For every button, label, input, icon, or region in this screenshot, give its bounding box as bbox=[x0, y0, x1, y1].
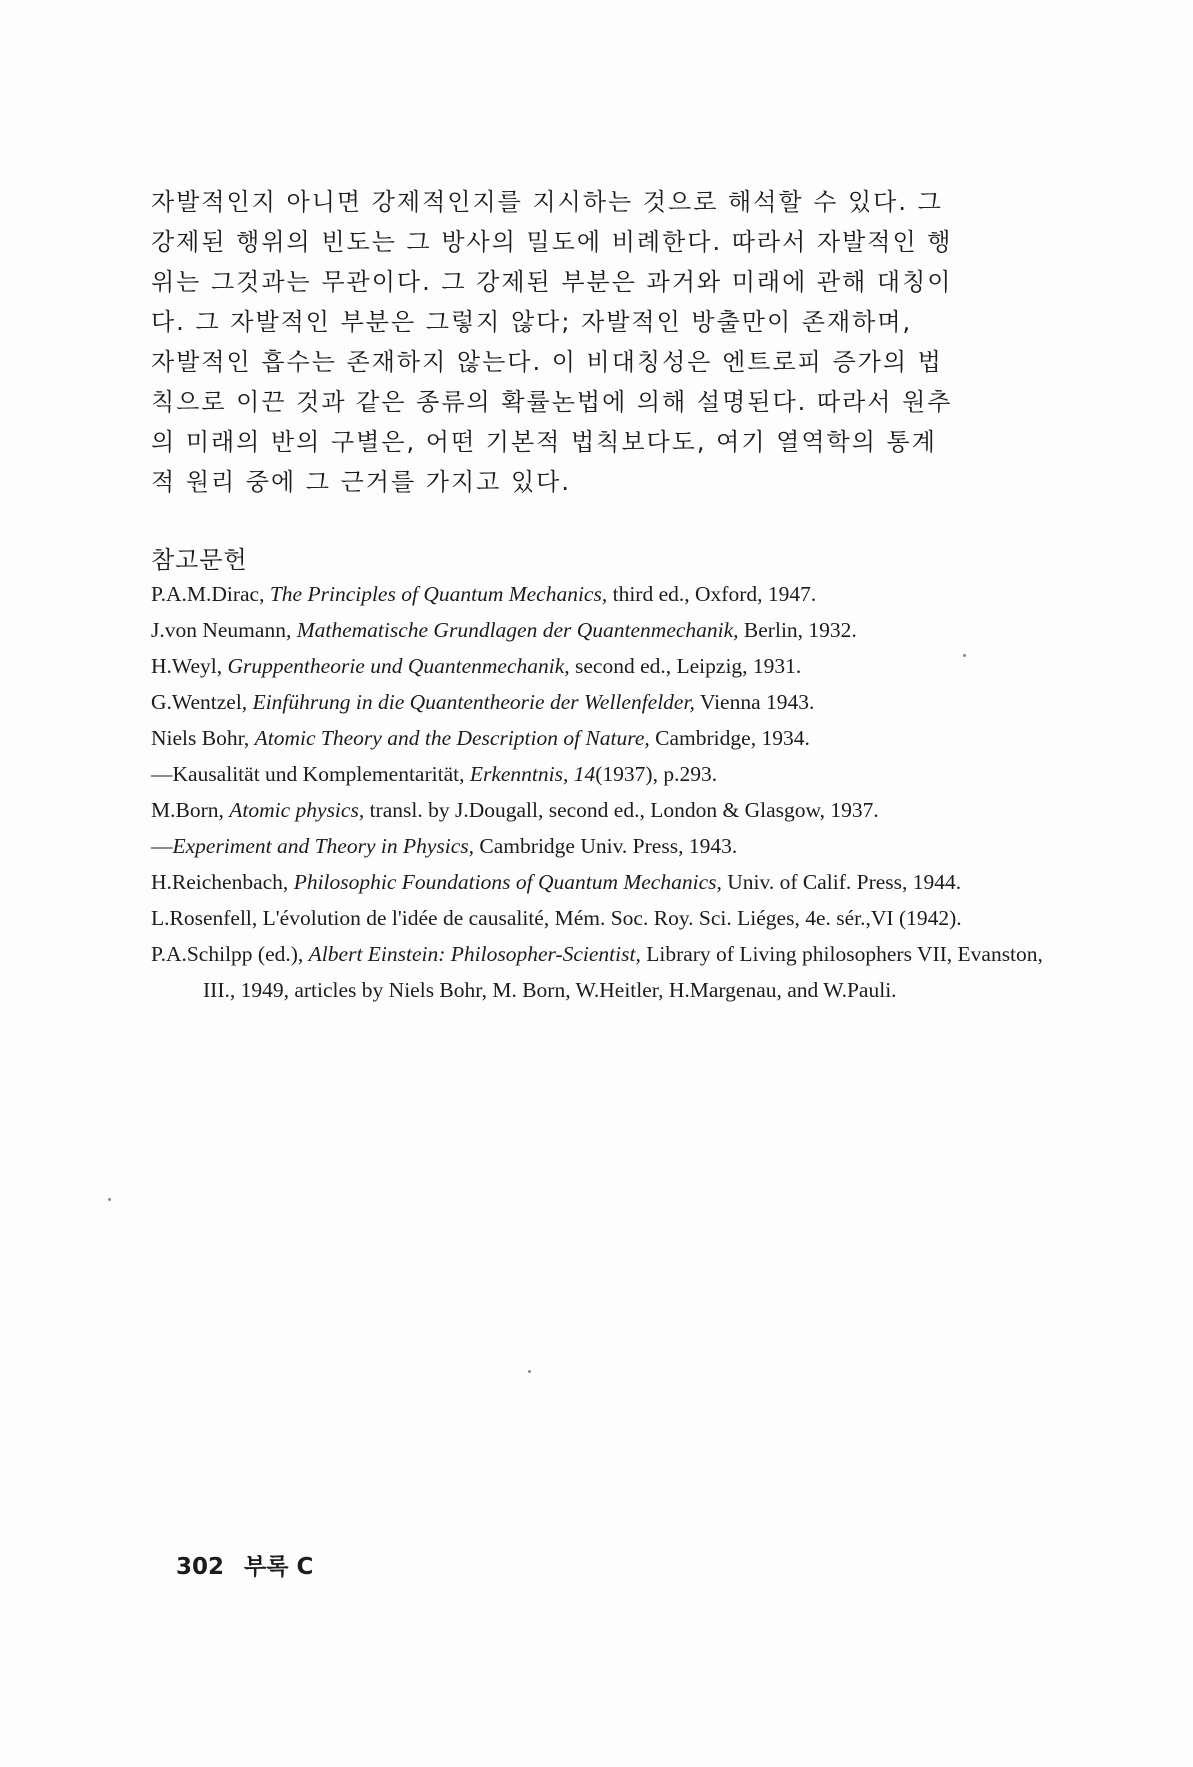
reference-details: transl. by J.Dougall, second ed., London & Glasgow, 1937. bbox=[364, 798, 879, 822]
reference-author: H.Reichenbach, bbox=[151, 870, 289, 894]
body-line: 의 미래의 반의 구별은, 어떤 기본적 법칙보다도, 여기 열역학의 통계 bbox=[151, 428, 937, 456]
reference-item bbox=[151, 684, 1056, 720]
reference-author: L.Rosenfell, bbox=[151, 906, 258, 930]
reference-details: (1937), p.293. bbox=[595, 762, 718, 786]
reference-author: —Kausalität und Komplementarität, bbox=[151, 762, 465, 786]
reference-item bbox=[151, 720, 1056, 756]
body-line: 위는 그것과는 무관이다. 그 강제된 부분은 과거와 미래에 관해 대칭이 bbox=[151, 268, 953, 296]
page-footer bbox=[176, 1548, 325, 1581]
reference-title: Atomic physics, bbox=[229, 798, 365, 822]
page-number: 302 bbox=[176, 1554, 225, 1580]
section-label: 부록 C bbox=[244, 1554, 314, 1580]
reference-details: Vienna 1943. bbox=[694, 690, 815, 714]
reference-list bbox=[151, 576, 1056, 1008]
body-line: 다. 그 자발적인 부분은 그렇지 않다; 자발적인 방출만이 존재하며, bbox=[151, 308, 913, 336]
reference-item bbox=[151, 648, 1056, 684]
reference-item bbox=[151, 576, 1056, 612]
reference-title: Mathematische Grundlagen der Quantenmechanik, bbox=[296, 618, 739, 642]
reference-title: Experiment and Theory in Physics, bbox=[172, 834, 475, 858]
reference-details: third ed., Oxford, 1947. bbox=[607, 582, 817, 606]
reference-author: P.A.M.Dirac, bbox=[151, 582, 265, 606]
reference-title: Einführung in die Quantentheorie der Wellenfelder, bbox=[252, 690, 695, 714]
reference-item bbox=[151, 612, 1056, 648]
reference-item bbox=[151, 900, 1056, 936]
reference-details: L'évolution de l'idée de causalité, Mém. Soc. Roy. Sci. Liéges, 4e. sér.,VI (1942). bbox=[257, 906, 962, 930]
reference-item bbox=[151, 864, 1056, 900]
reference-title: Philosophic Foundations of Quantum Mechanics, bbox=[293, 870, 722, 894]
reference-author: Niels Bohr, bbox=[151, 726, 250, 750]
reference-item bbox=[151, 756, 1056, 792]
reference-item bbox=[151, 936, 1056, 1008]
reference-details: Berlin, 1932. bbox=[738, 618, 857, 642]
reference-item bbox=[151, 792, 1056, 828]
reference-details: Univ. of Calif. Press, 1944. bbox=[721, 870, 962, 894]
reference-author: H.Weyl, bbox=[151, 654, 223, 678]
body-line: 자발적인 흡수는 존재하지 않는다. 이 비대칭성은 엔트로피 증가의 법 bbox=[151, 348, 943, 376]
scan-speck bbox=[963, 654, 966, 657]
reference-details: Cambridge, 1934. bbox=[649, 726, 810, 750]
reference-title: Albert Einstein: Philosopher-Scientist, bbox=[308, 942, 641, 966]
reference-details: Library of Living philosophers VII, Evanston, III., 1949, articles by Niels Bohr, M. Born, W.Heitler, H.Margenau, and W.Pauli. bbox=[203, 942, 1043, 1002]
body-line: 칙으로 이끈 것과 같은 종류의 확률논법에 의해 설명된다. 따라서 원추 bbox=[151, 388, 953, 416]
reference-title: The Principles of Quantum Mechanics, bbox=[269, 582, 608, 606]
reference-author: J.von Neumann, bbox=[151, 618, 292, 642]
reference-author: M.Born, bbox=[151, 798, 224, 822]
references-heading: 참고문헌 bbox=[151, 546, 248, 574]
reference-details: second ed., Leipzig, 1931. bbox=[569, 654, 802, 678]
reference-title: Atomic Theory and the Description of Nature, bbox=[254, 726, 650, 750]
scan-speck bbox=[528, 1370, 531, 1373]
reference-title: Erkenntnis, 14 bbox=[469, 762, 596, 786]
body-line: 자발적인지 아니면 강제적인지를 지시하는 것으로 해석할 수 있다. 그 bbox=[151, 188, 943, 216]
reference-item bbox=[151, 828, 1056, 864]
reference-title: Gruppentheorie und Quantenmechanik, bbox=[227, 654, 570, 678]
scan-speck bbox=[108, 1198, 111, 1201]
body-paragraph bbox=[151, 182, 1056, 502]
reference-author: P.A.Schilpp (ed.), bbox=[151, 942, 304, 966]
reference-author: G.Wentzel, bbox=[151, 690, 248, 714]
body-line: 적 원리 중에 그 근거를 가지고 있다. bbox=[151, 468, 571, 496]
body-line: 강제된 행위의 빈도는 그 방사의 밀도에 비례한다. 따라서 자발적인 행 bbox=[151, 228, 953, 256]
reference-author: — bbox=[151, 834, 173, 858]
reference-details: Cambridge Univ. Press, 1943. bbox=[474, 834, 738, 858]
